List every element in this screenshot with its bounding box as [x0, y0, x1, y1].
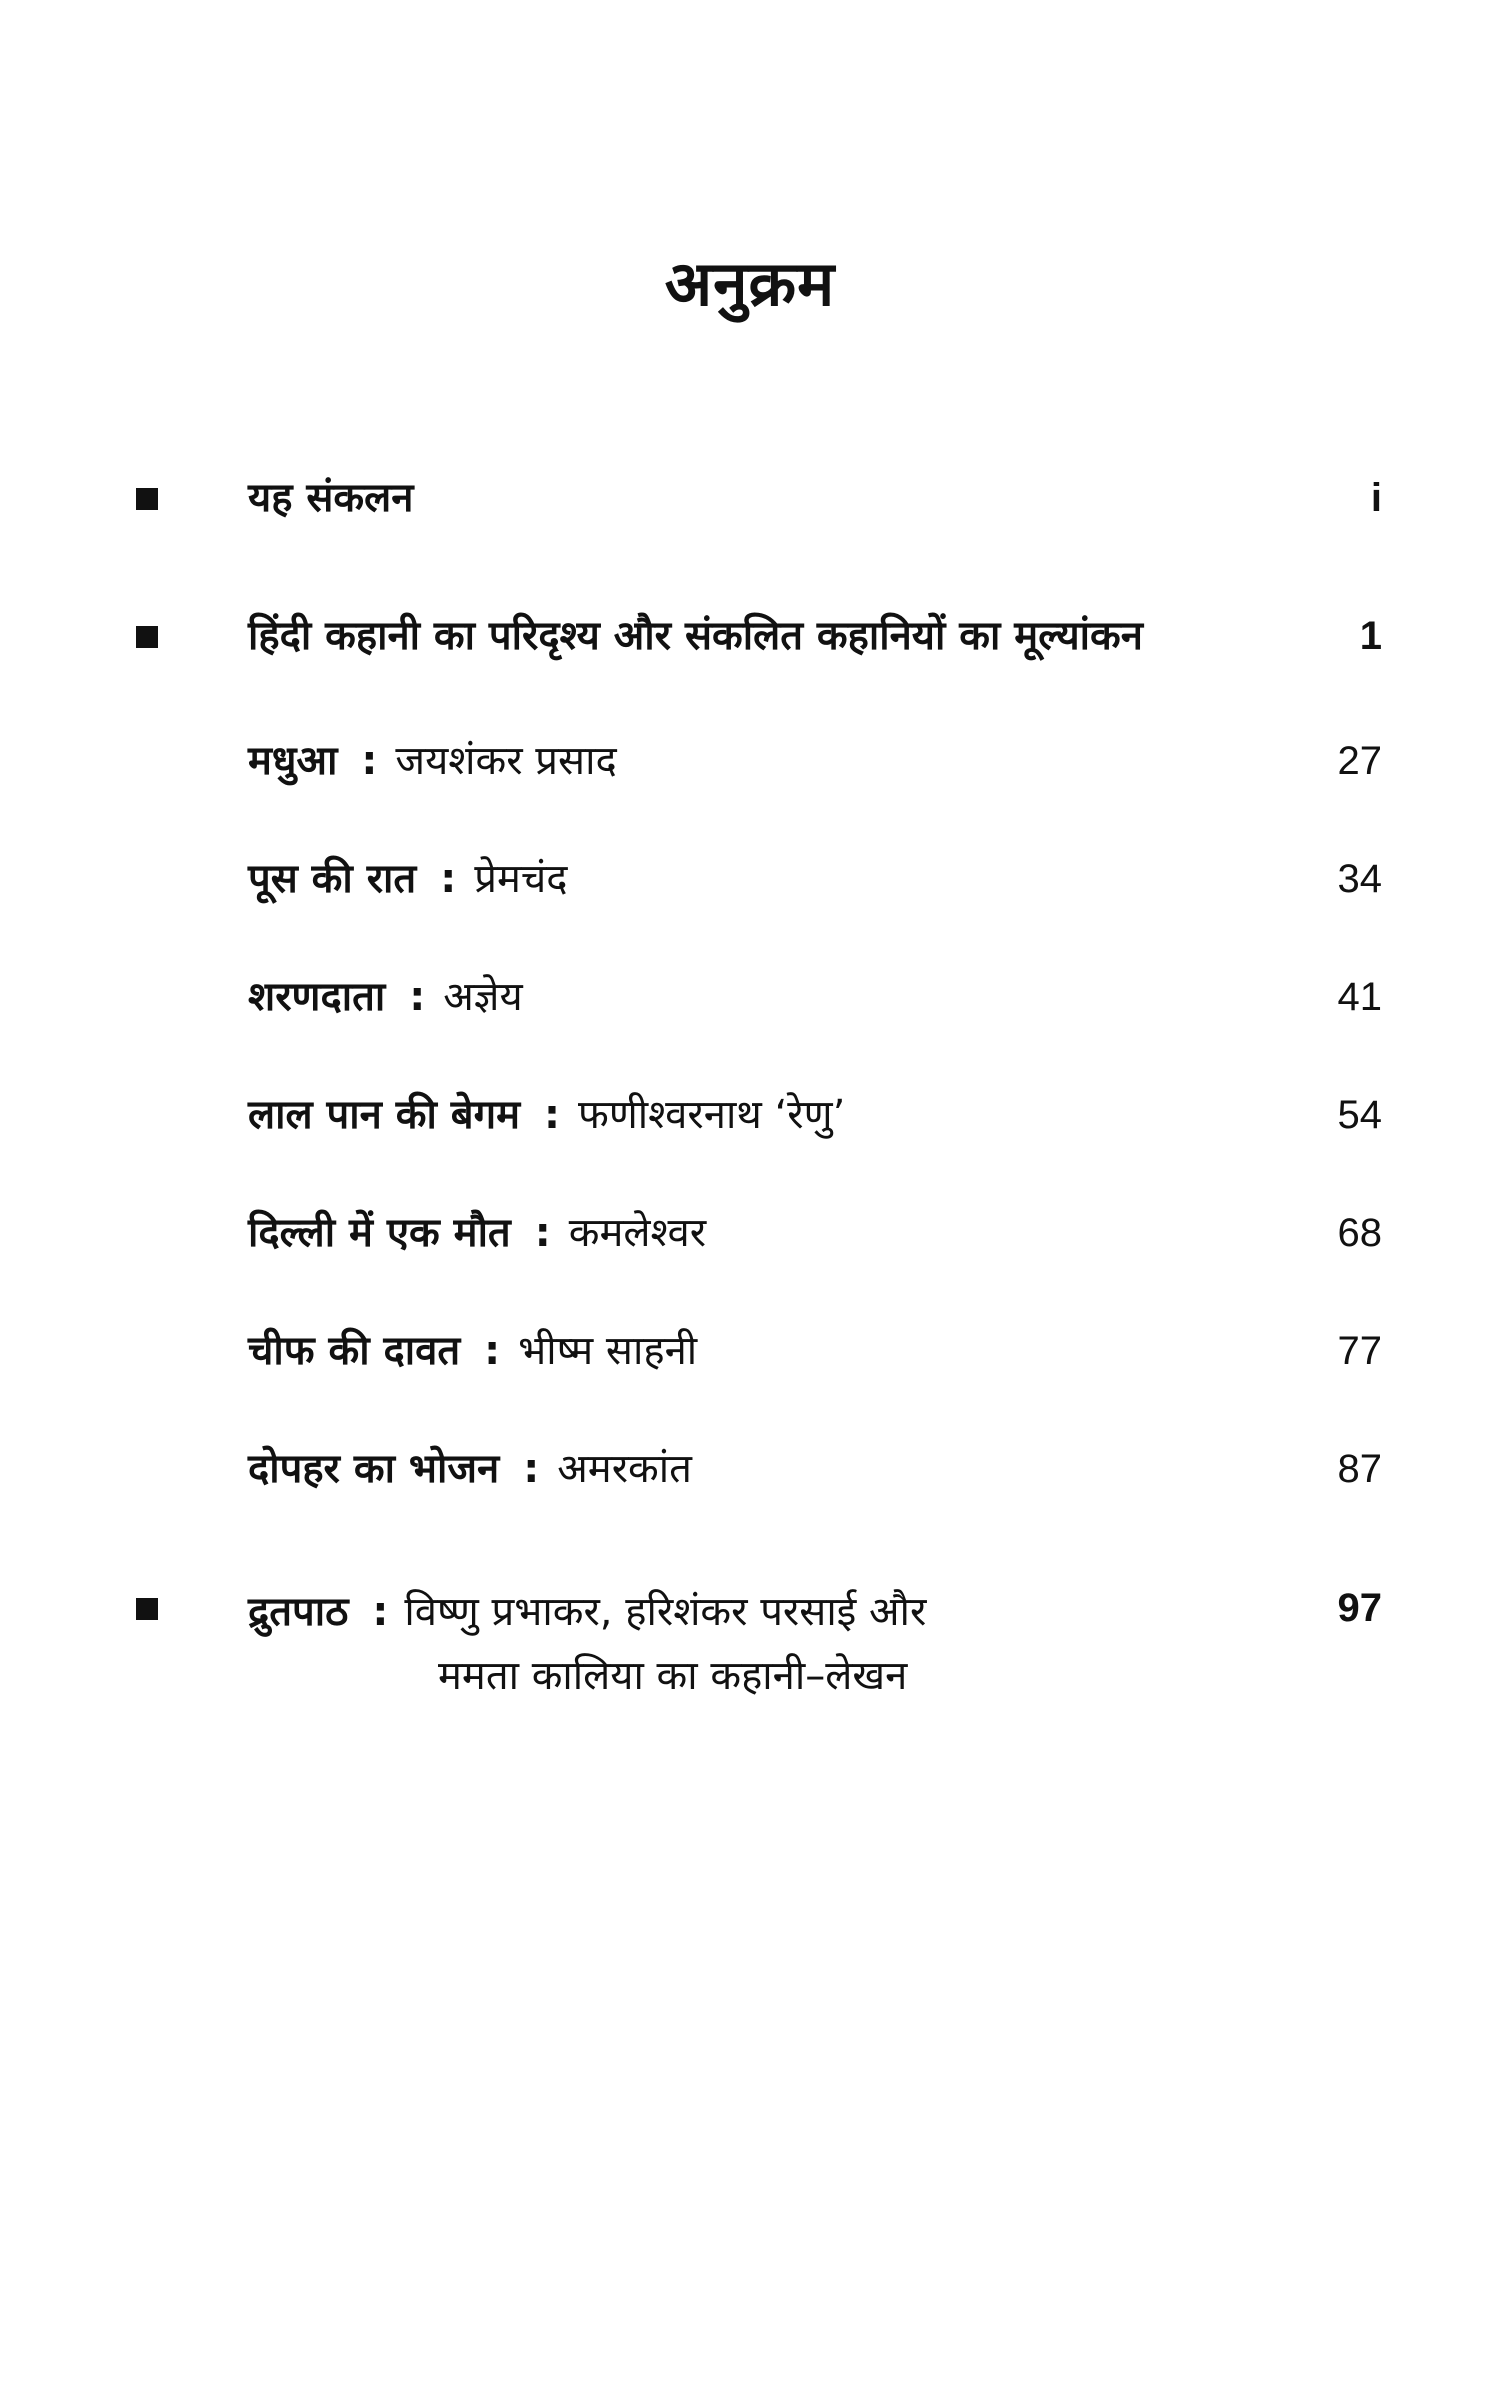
story-title: मधुआ [248, 738, 338, 784]
story-author: अज्ञेय [443, 974, 523, 1020]
page-number: 77 [1337, 1329, 1382, 1373]
page-number: 1 [1359, 614, 1382, 658]
story-title: शरणदाता [248, 974, 386, 1020]
page-number: i [1370, 476, 1382, 520]
page-number: 87 [1337, 1447, 1382, 1491]
page-number: 34 [1337, 857, 1382, 901]
separator: : [484, 1328, 501, 1374]
entry-description-line1: विष्णु प्रभाकर, हरिशंकर परसाई और [404, 1589, 927, 1635]
entry-description-line2: ममता कालिया का कहानी–लेखन [438, 1653, 908, 1699]
story-title: दोपहर का भोजन [248, 1446, 500, 1492]
story-title: चीफ की दावत [248, 1328, 461, 1374]
square-bullet-icon [136, 488, 158, 510]
toc-entry-story [0, 733, 1500, 803]
story-author: अमरकांत [557, 1446, 692, 1492]
toc-entry-story [0, 1087, 1500, 1157]
toc-entry-story [0, 851, 1500, 921]
toc-entry-story [0, 1323, 1500, 1393]
separator: : [372, 1589, 389, 1635]
story-author: भीष्म साहनी [518, 1328, 698, 1374]
page-number: 27 [1337, 739, 1382, 783]
toc-entry-rapid-reading [0, 1580, 1500, 1720]
square-bullet-icon [136, 626, 158, 648]
square-bullet-icon [136, 1598, 158, 1620]
toc-entry-preface [0, 470, 1500, 540]
page-number: 41 [1337, 975, 1382, 1019]
entry-title: द्रुतपाठ [248, 1589, 349, 1635]
separator: : [440, 856, 457, 902]
toc-entry-story [0, 1205, 1500, 1275]
story-title: दिल्ली में एक मौत [248, 1210, 511, 1256]
separator: : [361, 738, 378, 784]
toc-entry-story [0, 1441, 1500, 1511]
page-number: 54 [1337, 1093, 1382, 1137]
story-author: फणीश्वरनाथ ‘रेणु’ [578, 1092, 846, 1138]
entry-title: हिंदी कहानी का परिदृश्य और संकलित कहानियों का मूल्यांकन [248, 613, 1143, 659]
story-author: जयशंकर प्रसाद [395, 738, 617, 784]
story-title: लाल पान की बेगम [248, 1092, 521, 1138]
separator: : [534, 1210, 551, 1256]
page-number: 97 [1337, 1586, 1382, 1630]
page-title: अनुक्रम [664, 247, 836, 320]
separator: : [409, 974, 426, 1020]
story-author: कमलेश्वर [568, 1210, 707, 1256]
separator: : [523, 1446, 540, 1492]
entry-title: यह संकलन [248, 475, 414, 521]
separator: : [544, 1092, 561, 1138]
page-number: 68 [1337, 1211, 1382, 1255]
toc-entry-introduction [0, 608, 1500, 678]
story-title: पूस की रात [248, 856, 417, 902]
story-author: प्रेमचंद [474, 856, 568, 902]
toc-entry-story [0, 969, 1500, 1039]
